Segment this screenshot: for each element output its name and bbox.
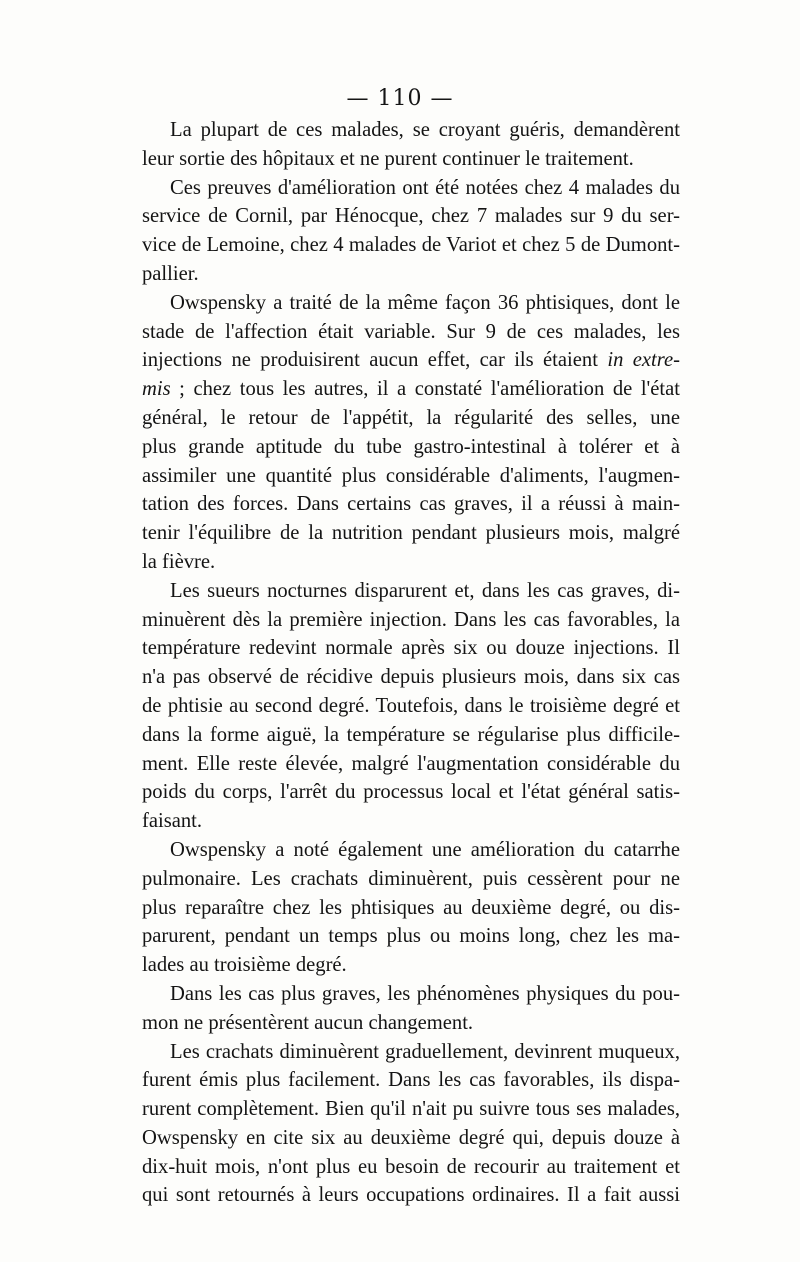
text-line: stade de l'affection était variable. Sur 9 de ces malades, les xyxy=(142,320,680,343)
text-line: poids du corps, l'arrêt du processus local et l'état général satis- xyxy=(142,781,680,804)
text-line: Owspensky a noté également une amélioration du catarrhe xyxy=(170,838,680,861)
text-line: ment. Elle reste élevée, malgré l'augmentation considérable du xyxy=(142,752,680,775)
text-line: dans la forme aiguë, la température se régularise plus difficile- xyxy=(142,723,680,746)
text-line: Ces preuves d'amélioration ont été notées chez 4 malades du xyxy=(170,176,680,199)
text-line: pulmonaire. Les crachats diminuèrent, puis cessèrent pour ne xyxy=(142,867,680,890)
text-line: vice de Lemoine, chez 4 malades de Variot et chez 5 de Dumont- xyxy=(142,234,680,257)
body-text xyxy=(120,116,680,1210)
text-line: général, le retour de l'appétit, la régularité des selles, une xyxy=(142,406,680,429)
text-line: mon ne présentèrent aucun changement. xyxy=(142,1011,474,1034)
text-line: Owspensky en cite six au deuxième degré qui, depuis douze à xyxy=(142,1126,680,1149)
paragraph-2 xyxy=(120,174,680,289)
text-line: leur sortie des hôpitaux et ne purent continuer le traitement. xyxy=(142,147,634,170)
text-line: injections ne produisirent aucun effet, car ils étaient xyxy=(142,349,598,372)
text-line: Dans les cas plus graves, les phénomènes physiques du pou- xyxy=(170,982,680,1005)
text-line xyxy=(120,375,680,404)
text-line: plus reparaître chez les phtisiques au deuxième degré, ou dis- xyxy=(142,896,680,919)
italic-phrase: in extre- xyxy=(607,349,681,372)
paragraph-7 xyxy=(120,1038,680,1211)
text-line: faisant. xyxy=(142,810,203,833)
text-line: pallier. xyxy=(142,262,199,285)
paragraph-5 xyxy=(120,836,680,980)
text-line: plus grande aptitude du tube gastro-intestinal à tolérer et à xyxy=(142,435,680,458)
text-line: Les sueurs nocturnes disparurent et, dans les cas graves, di- xyxy=(170,579,680,602)
text-line: Les crachats diminuèrent graduellement, devinrent muqueux, xyxy=(170,1040,680,1063)
text-line: la fièvre. xyxy=(142,550,216,573)
page-number: — 110 — xyxy=(346,86,454,111)
text-line-with-italic xyxy=(120,346,680,375)
text-line: de phtisie au second degré. Toutefois, dans le troisième degré et xyxy=(142,694,680,717)
text-line: minuèrent dès la première injection. Dans les cas favorables, la xyxy=(142,608,680,631)
text-line-rest: ; chez tous les autres, il a constaté l'amélioration de l'état xyxy=(170,378,680,401)
text-line: assimiler une quantité plus considérable d'aliments, l'augmen- xyxy=(142,464,680,487)
text-line: service de Cornil, par Hénocque, chez 7 malades sur 9 du ser- xyxy=(142,205,680,228)
text-line: tation des forces. Dans certains cas graves, il a réussi à main- xyxy=(142,493,680,516)
paragraph-1 xyxy=(120,116,680,174)
paragraph-4 xyxy=(120,577,680,836)
text-line: Owspensky a traité de la même façon 36 phtisiques, dont le xyxy=(170,291,680,314)
text-line: furent émis plus facilement. Dans les cas favorables, ils dispa- xyxy=(142,1069,680,1092)
text-line: La plupart de ces malades, se croyant guéris, demandèrent xyxy=(170,119,680,141)
text-line: lades au troisième degré. xyxy=(142,954,347,977)
text-line: parurent, pendant un temps plus ou moins long, chez les ma- xyxy=(142,925,680,948)
text-line: tenir l'équilibre de la nutrition pendant plusieurs mois, malgré xyxy=(142,522,680,545)
text-line: dix-huit mois, n'ont plus eu besoin de recourir au traitement et xyxy=(142,1155,680,1178)
paragraph-3 xyxy=(120,289,680,577)
text-line: température redevint normale après six ou douze injections. Il xyxy=(142,637,680,660)
text-line: qui sont retournés à leurs occupations ordinaires. Il a fait aussi xyxy=(142,1184,680,1207)
text-line: rurent complètement. Bien qu'il n'ait pu suivre tous ses malades, xyxy=(142,1098,680,1121)
text-line: n'a pas observé de récidive depuis plusieurs mois, dans six cas xyxy=(142,666,680,689)
paragraph-6 xyxy=(120,980,680,1038)
italic-phrase-end: mis xyxy=(142,378,171,401)
